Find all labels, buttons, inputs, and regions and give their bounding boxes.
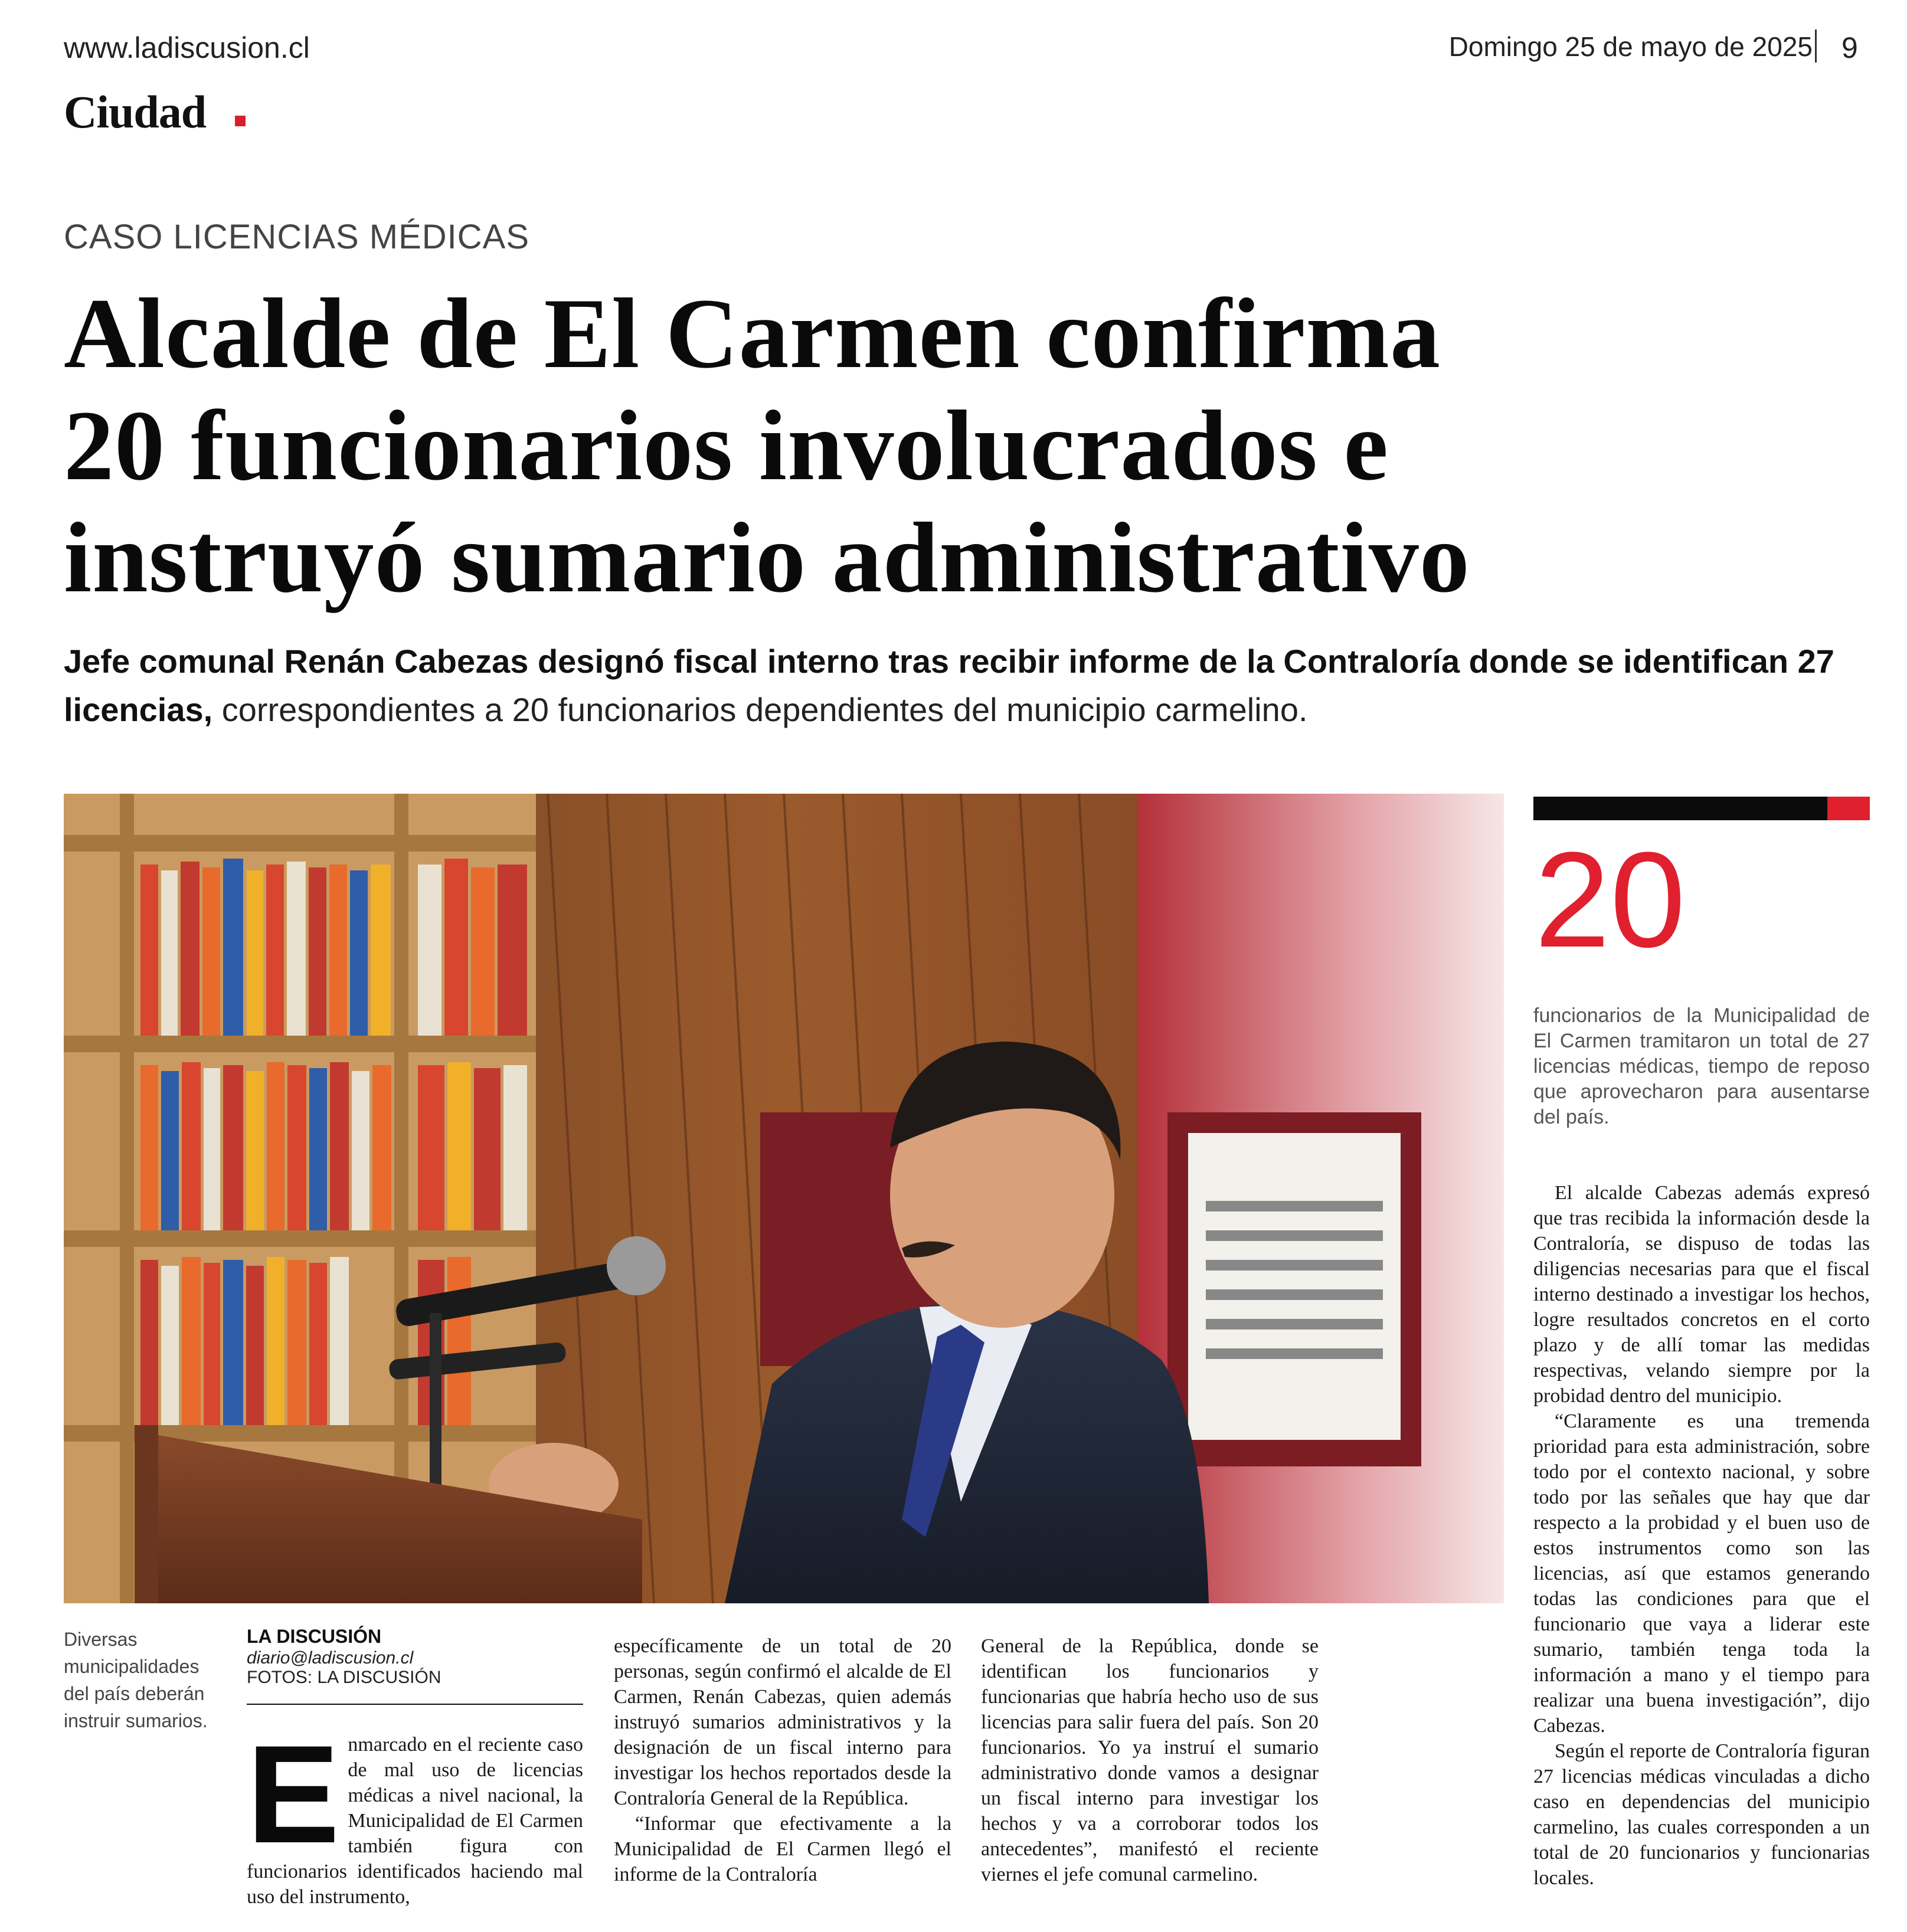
body-paragraph: El alcalde Cabezas además expresó que tras recibida la información desde la Contraloría, se dispuso de todas las diligencias necesarias para que el fiscal interno destinado a investigar los hechos, logre resultados concretos en el corto plazo y de allí tomar las medidas respectivas, velando siempre por la probidad dentro del municipio.: [1533, 1182, 1870, 1407]
deck-regular: correspondientes a 20 funcionarios dependientes del municipio carmelino.: [212, 691, 1308, 728]
article-headline: [64, 277, 1864, 614]
body-paragraph: “Claramente es una tremenda prioridad para esta administración, sobre todo por el contexto nacional, y sobre todo por las señales que hay que dar respecto a la probidad y el buen uso de estos instrumentos como son las licencias, así que estamos generando todas las condiciones para que el funcionario que vaya a liderar este sumario, también tenga toda la información a mano y el tiempo para realizar una buena investigación”, dijo Cabezas.: [1533, 1410, 1870, 1737]
byline-name: LA DISCUSIÓN: [247, 1626, 382, 1647]
body-column-2: [614, 1633, 951, 1887]
section-dot: [235, 116, 246, 126]
body-paragraph: nmarcado en el reciente caso de mal uso de licencias médicas a nivel nacional, la Municipalidad de El Carmen también figura con funcionarios identificados haciendo mal uso del instrumento,: [247, 1734, 583, 1908]
body-paragraph: específicamente de un total de 20 personas, según confirmó el alcalde de El Carmen, Renán Cabezas, quien además instruyó sumarios administrativos y la designación de un fiscal interno para investigar los hechos reportados desde la Contraloría General de la República.: [614, 1635, 951, 1809]
body-paragraph: General de la República, donde se identifican los funcionarios y funcionarias que habría hecho uso de sus licencias para salir fuera del país. Son 20 funcionarios. Yo ya instruí el sumario administrativo donde vamos a designar un fiscal interno para investigar los hechos y va a corroborar todos los antecedentes”, manifestó el reciente viernes el jefe comunal carmelino.: [981, 1635, 1319, 1885]
article-photo: [64, 794, 1504, 1603]
date-separator: [1815, 30, 1817, 63]
stat-bar-accent: [1827, 797, 1870, 820]
stat-text: funcionarios de la Municipalidad de El Carmen tramitaron un total de 27 licencias médicas, tiempo de reposo que aprovecharon para ausentarse del país.: [1533, 1004, 1870, 1128]
section-name: Ciudad: [64, 86, 207, 137]
issue-date: Domingo 25 de mayo de 2025: [1448, 31, 1813, 62]
deck-bold: Jefe comunal Renán Cabezas designó fiscal interno tras recibir informe de la Contraloría donde se identifican 27 licencias,: [64, 643, 1834, 728]
byline-photos: FOTOS: LA DISCUSIÓN: [247, 1668, 441, 1687]
photo-caption: Diversas municipalidades del país deberán instruir sumarios.: [64, 1629, 208, 1731]
body-column-4: [1533, 1180, 1870, 1891]
headline-line-1: Alcalde de El Carmen confirma: [64, 278, 1441, 389]
stat-number: 20: [1535, 824, 1686, 975]
article-kicker: CASO LICENCIAS MÉDICAS: [64, 218, 530, 256]
body-paragraph: “Informar que efectivamente a la Municipalidad de El Carmen llegó el informe de la Contraloría: [614, 1813, 951, 1885]
body-column-1: [247, 1717, 583, 1910]
page-number: 9: [1841, 31, 1858, 64]
photo-illustration: [64, 794, 1504, 1603]
headline-line-3: instruyó sumario administrativo: [64, 502, 1470, 613]
body-column-3: [981, 1633, 1319, 1887]
drop-cap: E: [247, 1717, 340, 1872]
site-url: www.ladiscusion.cl: [64, 31, 310, 64]
headline-line-2: 20 funcionarios involucrados e: [64, 390, 1389, 501]
byline-email[interactable]: diario@ladiscusion.cl: [247, 1648, 414, 1668]
stat-bar: [1533, 797, 1827, 820]
byline-divider: [247, 1704, 583, 1705]
article-deck: [64, 637, 1852, 734]
body-paragraph: Según el reporte de Contraloría figuran 27 licencias médicas vinculadas a dicho caso en dependencias del municipio carmelino, las cuales corresponden a un total de 20 funcionarios y funcionarias locales.: [1533, 1740, 1870, 1889]
